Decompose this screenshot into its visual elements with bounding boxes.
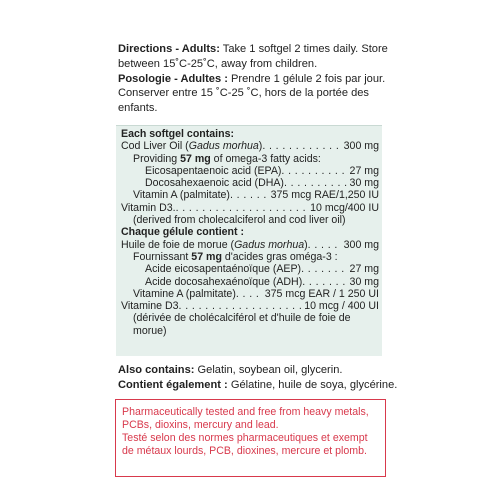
en-derived-note: (derived from cholecalciferol and cod liver oil) [133, 214, 346, 227]
en-dha-label: Docosahexaenoic acid (DHA) [145, 177, 284, 190]
also-en [118, 363, 398, 378]
en-vitd-label: Vitamin D3. [121, 201, 176, 214]
en-cod-liver-label [121, 140, 262, 152]
fr-cod-liver-value: 300 mg [343, 238, 379, 251]
fr-epa-label: Acide eicosapentaénoïque (AEP) [145, 263, 302, 276]
purity-notice-en: Pharmaceutically tested and free from heavy metals, PCBs, dioxins, mercury and lead. [122, 406, 369, 431]
en-cod-liver-value: 300 mg [343, 140, 379, 153]
dot-leader [302, 276, 347, 288]
fr-vitd-label: Vitamine D3 [121, 300, 179, 313]
en-providing-post: of omega-3 fatty acids: [210, 152, 321, 165]
fr-epa-value: 27 mg [349, 263, 379, 276]
en-vita-value: 375 mcg RAE/1,250 IU [270, 189, 379, 202]
also-fr [118, 378, 398, 393]
fr-cod-liver-row [121, 239, 379, 251]
fr-vita-value: 375 mcg EAR / 1 250 UI [264, 287, 379, 300]
also-en-heading: Also contains: [118, 364, 195, 376]
directions-fr-heading: Posologie - Adultes : [118, 72, 228, 85]
directions-fr-text: Prendre 1 gélule 2 fois par jour. Conserver entre 15 ˚C-25 ˚C, hors de la portée des enfants. [118, 72, 386, 115]
dot-leader [301, 263, 347, 275]
fr-dha-row [121, 276, 379, 288]
en-providing-pre: Providing [133, 152, 181, 165]
fr-providing-bold: 57 mg [191, 250, 222, 263]
directions-fr [118, 72, 388, 116]
fr-vita-label: Vitamine A (palmitate) [133, 287, 236, 300]
fr-dha-label: Acide docosahexaénoïque (ADH) [145, 275, 303, 288]
fr-derived-note: (dérivée de cholécalciférol et d'huile de foie de morue) [133, 312, 351, 337]
en-vita-row [121, 189, 379, 201]
fr-providing-row [121, 251, 379, 263]
fr-vitd-value: 10 mcg / 400 UI [304, 300, 379, 313]
fr-cod-liver-close: ) [304, 238, 308, 251]
fr-providing-pre: Fournissant [133, 250, 192, 263]
fr-cod-liver-label [121, 239, 308, 251]
directions-en-heading: Directions - Adults: [118, 43, 220, 55]
ingredients-list [121, 128, 379, 337]
purity-notice-fr: Testé selon des normes pharmaceutiques et exempt de métaux lourds, PCB, dioxines, mercure et plomb. [122, 432, 368, 457]
also-en-text: Gelatin, soybean oil, glycerin. [197, 364, 343, 376]
en-vita-label: Vitamin A (palmitate) [133, 189, 230, 202]
en-cod-liver-text: Cod Liver Oil ( [121, 140, 189, 153]
en-providing-row [121, 153, 379, 165]
fr-heading: Chaque gélule contient : [121, 226, 245, 239]
dot-leader [281, 165, 347, 177]
en-vitd-value: 10 mcg/400 IU [310, 201, 379, 214]
en-epa-row [121, 165, 379, 177]
en-cod-liver-close: ) [258, 140, 263, 153]
also-contains-section [118, 363, 398, 393]
en-dha-value: 30 mg [349, 177, 379, 190]
purity-notice-box [115, 399, 386, 477]
en-providing-bold: 57 mg [180, 152, 211, 165]
directions-section [118, 42, 388, 116]
dot-leader [262, 140, 341, 152]
fr-vita-row [121, 288, 379, 300]
ingredients-panel [116, 125, 382, 356]
also-fr-text: Gélatine, huile de soya, glycérine. [230, 378, 398, 391]
fr-dha-value: 30 mg [349, 275, 379, 288]
dot-leader [179, 300, 303, 312]
dot-leader [284, 177, 348, 189]
also-fr-heading: Contient également : [118, 378, 228, 391]
fr-cod-liver-latin: Gadus morhua [234, 238, 305, 251]
en-cod-liver-latin: Gadus morhua [188, 140, 259, 153]
dot-leader [230, 189, 269, 201]
dot-leader [236, 288, 263, 300]
directions-en-text: Take 1 softgel 2 times daily. Store between 15˚C-25˚C, away from children. [118, 43, 388, 70]
en-cod-liver-row [121, 140, 379, 152]
fr-providing-post: d'acides gras oméga-3 : [221, 250, 338, 263]
fr-epa-row [121, 263, 379, 275]
en-epa-value: 27 mg [349, 164, 379, 177]
fr-cod-liver-text: Huile de foie de morue ( [121, 238, 235, 251]
fr-vitd-row [121, 300, 379, 312]
dot-leader [308, 239, 342, 251]
en-vitd-row [121, 202, 379, 214]
en-dha-row [121, 177, 379, 189]
directions-en [118, 42, 388, 72]
dot-leader [176, 202, 309, 214]
en-heading: Each softgel contains: [121, 128, 235, 140]
en-epa-label: Eicosapentaenoic acid (EPA) [145, 164, 282, 177]
